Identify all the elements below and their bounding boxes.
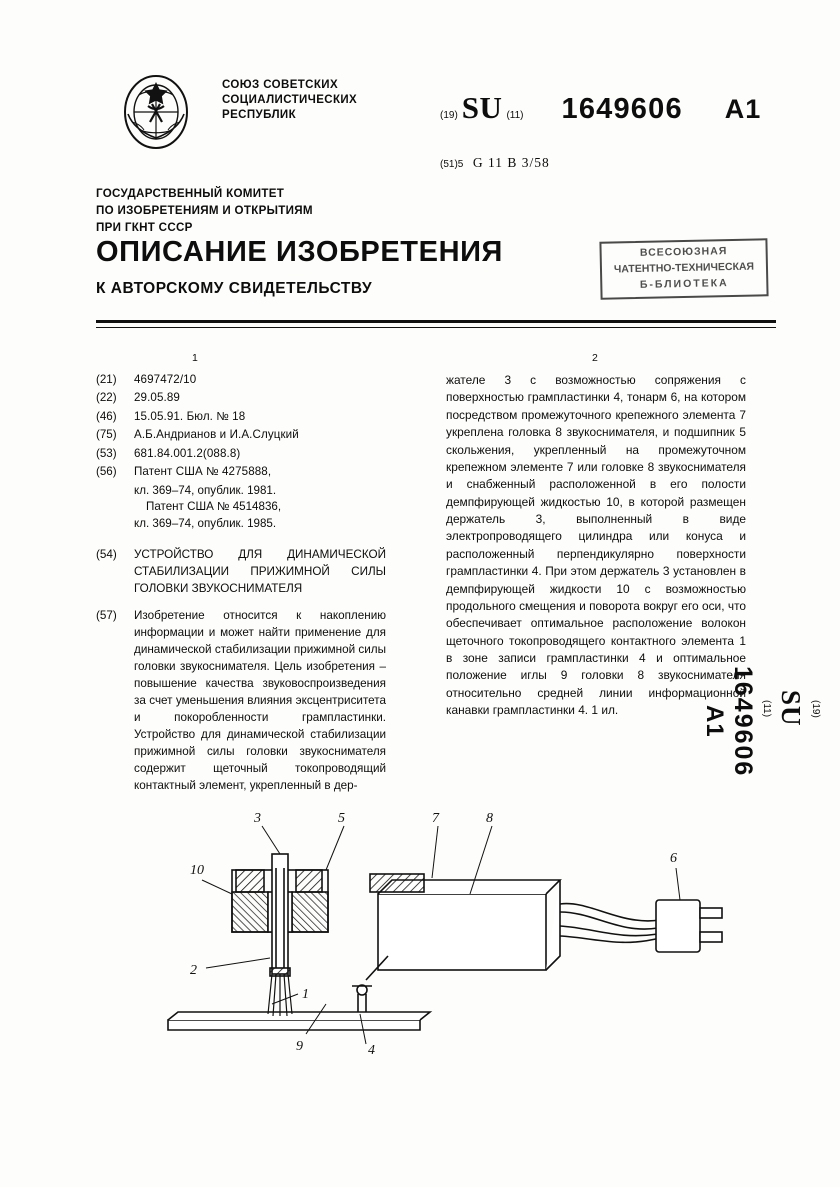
callout-7: 7 [432, 811, 439, 826]
side-code-19: (19) [810, 699, 821, 718]
bib-text: А.Б.Андрианов и И.А.Слуцкий [134, 428, 299, 442]
abstract-continuation-text: жателе 3 с возможностью сопряжения с поверхностью грампластинки 4, тонарм 6, на котором посредством промежуточного крепежного элемента 7 укреплена головка 8 звукоснимателя, и подшипник 5 скольжения, укрепленный на промежуточном крепежном элементе 7 или головке 8 звукоснимателя и снабженный расположенной в его полости демпфирующей жидкостью 10, в которой размещен держатель 3, выполненный в виде электропроводящего цилиндра или конуса и расположенный перпендикулярно поверхности грампластинки 4. При этом держатель 3 установлен в демпфирующей жидкости 10 с возможностью продольного смещения и поворота вокруг его оси, что обеспечивает оптимальное расположение волокон щеточного токопроводящего контактного элемента 1 в зоне записи грампластинки 4 и оптимальное положение иглы 9 головки 8 звукоснимателя относительно средней линии информационной канавки грампластинки 4. 1 ил. [446, 373, 746, 718]
bibliography-extra-line: кл. 369–74, опублик. 1985. [134, 517, 277, 531]
bib-text: 15.05.91. Бюл. № 18 [134, 409, 246, 423]
bib-code: (75) [96, 428, 117, 442]
org-line-1: СОЮЗ СОВЕТСКИХ [222, 79, 339, 91]
page-subtitle: К АВТОРСКОМУ СВИДЕТЕЛЬСТВУ [96, 280, 373, 297]
bibliography-extra-line: кл. 369–74, опублик. 1981. [134, 483, 277, 497]
ipc-class: G 11 B 3/58 [472, 155, 550, 170]
section-code-57: (57) [96, 609, 117, 623]
bib-text: 681.84.001.2(088.8) [134, 446, 241, 460]
side-document-number: 1649606 [729, 666, 757, 778]
organisation-block [222, 78, 357, 124]
document-number-line [440, 90, 761, 126]
ipc-classification-line [440, 155, 550, 171]
side-country-code: SU [776, 690, 806, 727]
bib-text: 4697472/10 [134, 373, 197, 386]
patent-figure [120, 808, 740, 1078]
invention-title-text: УСТРОЙСТВО ДЛЯ ДИНАМИЧЕСКОЙ СТАБИЛИЗАЦИИ ПРИЖИМНОЙ СИЛЫ ГОЛОВКИ ЗВУКОСНИМАТЕЛЯ [134, 548, 386, 595]
bib-code: (56) [96, 465, 117, 479]
bibliography-row [96, 372, 386, 389]
column-number-right: 2 [592, 352, 598, 364]
section-code-54: (54) [96, 548, 117, 562]
callout-9: 9 [296, 1039, 303, 1054]
left-column [96, 372, 386, 795]
code-11: (11) [506, 110, 524, 121]
code-19: (19) [440, 110, 458, 121]
bib-code: (53) [96, 446, 117, 460]
bibliography-row [96, 409, 386, 426]
side-document-kind: А1 [701, 705, 728, 738]
bibliography-row [96, 390, 386, 407]
callout-10: 10 [190, 863, 204, 878]
bibliography-extra-line: Патент США № 4514836, [146, 500, 282, 514]
document-kind: А1 [724, 94, 762, 124]
committee-line-1: ГОСУДАРСТВЕННЫЙ КОМИТЕТ [96, 187, 285, 200]
committee-line-2: ПО ИЗОБРЕТЕНИЯМ И ОТКРЫТИЯМ [96, 203, 313, 217]
bib-text: 29.05.89 [134, 391, 180, 405]
org-line-2: СОЦИАЛИСТИЧЕСКИХ [222, 94, 358, 107]
side-code-11: (11) [761, 700, 772, 718]
committee-block [96, 186, 313, 236]
callout-6: 6 [670, 851, 677, 866]
side-document-code [701, 640, 824, 778]
abstract-text: Изобретение относится к накоплению информации и может найти применение для динамической стабилизации прижимной силы головки звукоснимателя. Цель изобретения – повышение качества звуковоспроизведения за счет уменьшения влияния эксцентриситета и покоробленности грампластинки. Устройство для динамической стабилизации прижимной силы головки звукоснимателя содержит щеточный токопроводящий контактный элемент, укрепленный в дер- [134, 609, 386, 792]
bib-code: (21) [96, 373, 117, 386]
bibliography-row [96, 464, 386, 481]
column-number-left: 1 [192, 352, 198, 364]
callout-3: 3 [254, 811, 261, 826]
document-number: 1649606 [561, 93, 683, 125]
callout-2: 2 [190, 963, 197, 978]
country-code: SU [461, 90, 503, 125]
stamp-line-3: Б-БЛИОТЕКА [639, 276, 729, 291]
bibliography-row [96, 446, 386, 463]
library-stamp [599, 238, 768, 300]
callout-1: 1 [302, 987, 309, 1002]
code-51: (51)5 [440, 159, 464, 170]
soviet-state-emblem [108, 62, 204, 158]
org-line-3: РЕСПУБЛИК [222, 109, 296, 122]
bib-text: Патент США № 4275888, [134, 465, 272, 479]
page-title: ОПИСАНИЕ ИЗОБРЕТЕНИЯ [96, 236, 503, 268]
committee-line-3: ПРИ ГКНТ СССР [96, 220, 193, 234]
stamp-line-1: ВСЕСОЮЗНАЯ [639, 245, 728, 259]
bib-code: (46) [96, 409, 117, 423]
abstract-section [96, 608, 386, 795]
callout-8: 8 [486, 811, 493, 826]
header-divider [96, 320, 776, 328]
bibliography-list [96, 372, 386, 533]
callout-4: 4 [368, 1043, 375, 1058]
invention-title-section [96, 547, 386, 597]
callout-5: 5 [338, 811, 345, 826]
bibliography-row [96, 427, 386, 444]
stamp-line-2: ЧАТЕНТНО-ТЕХНИЧЕСКАЯ [613, 260, 755, 276]
bib-code: (22) [96, 391, 117, 405]
